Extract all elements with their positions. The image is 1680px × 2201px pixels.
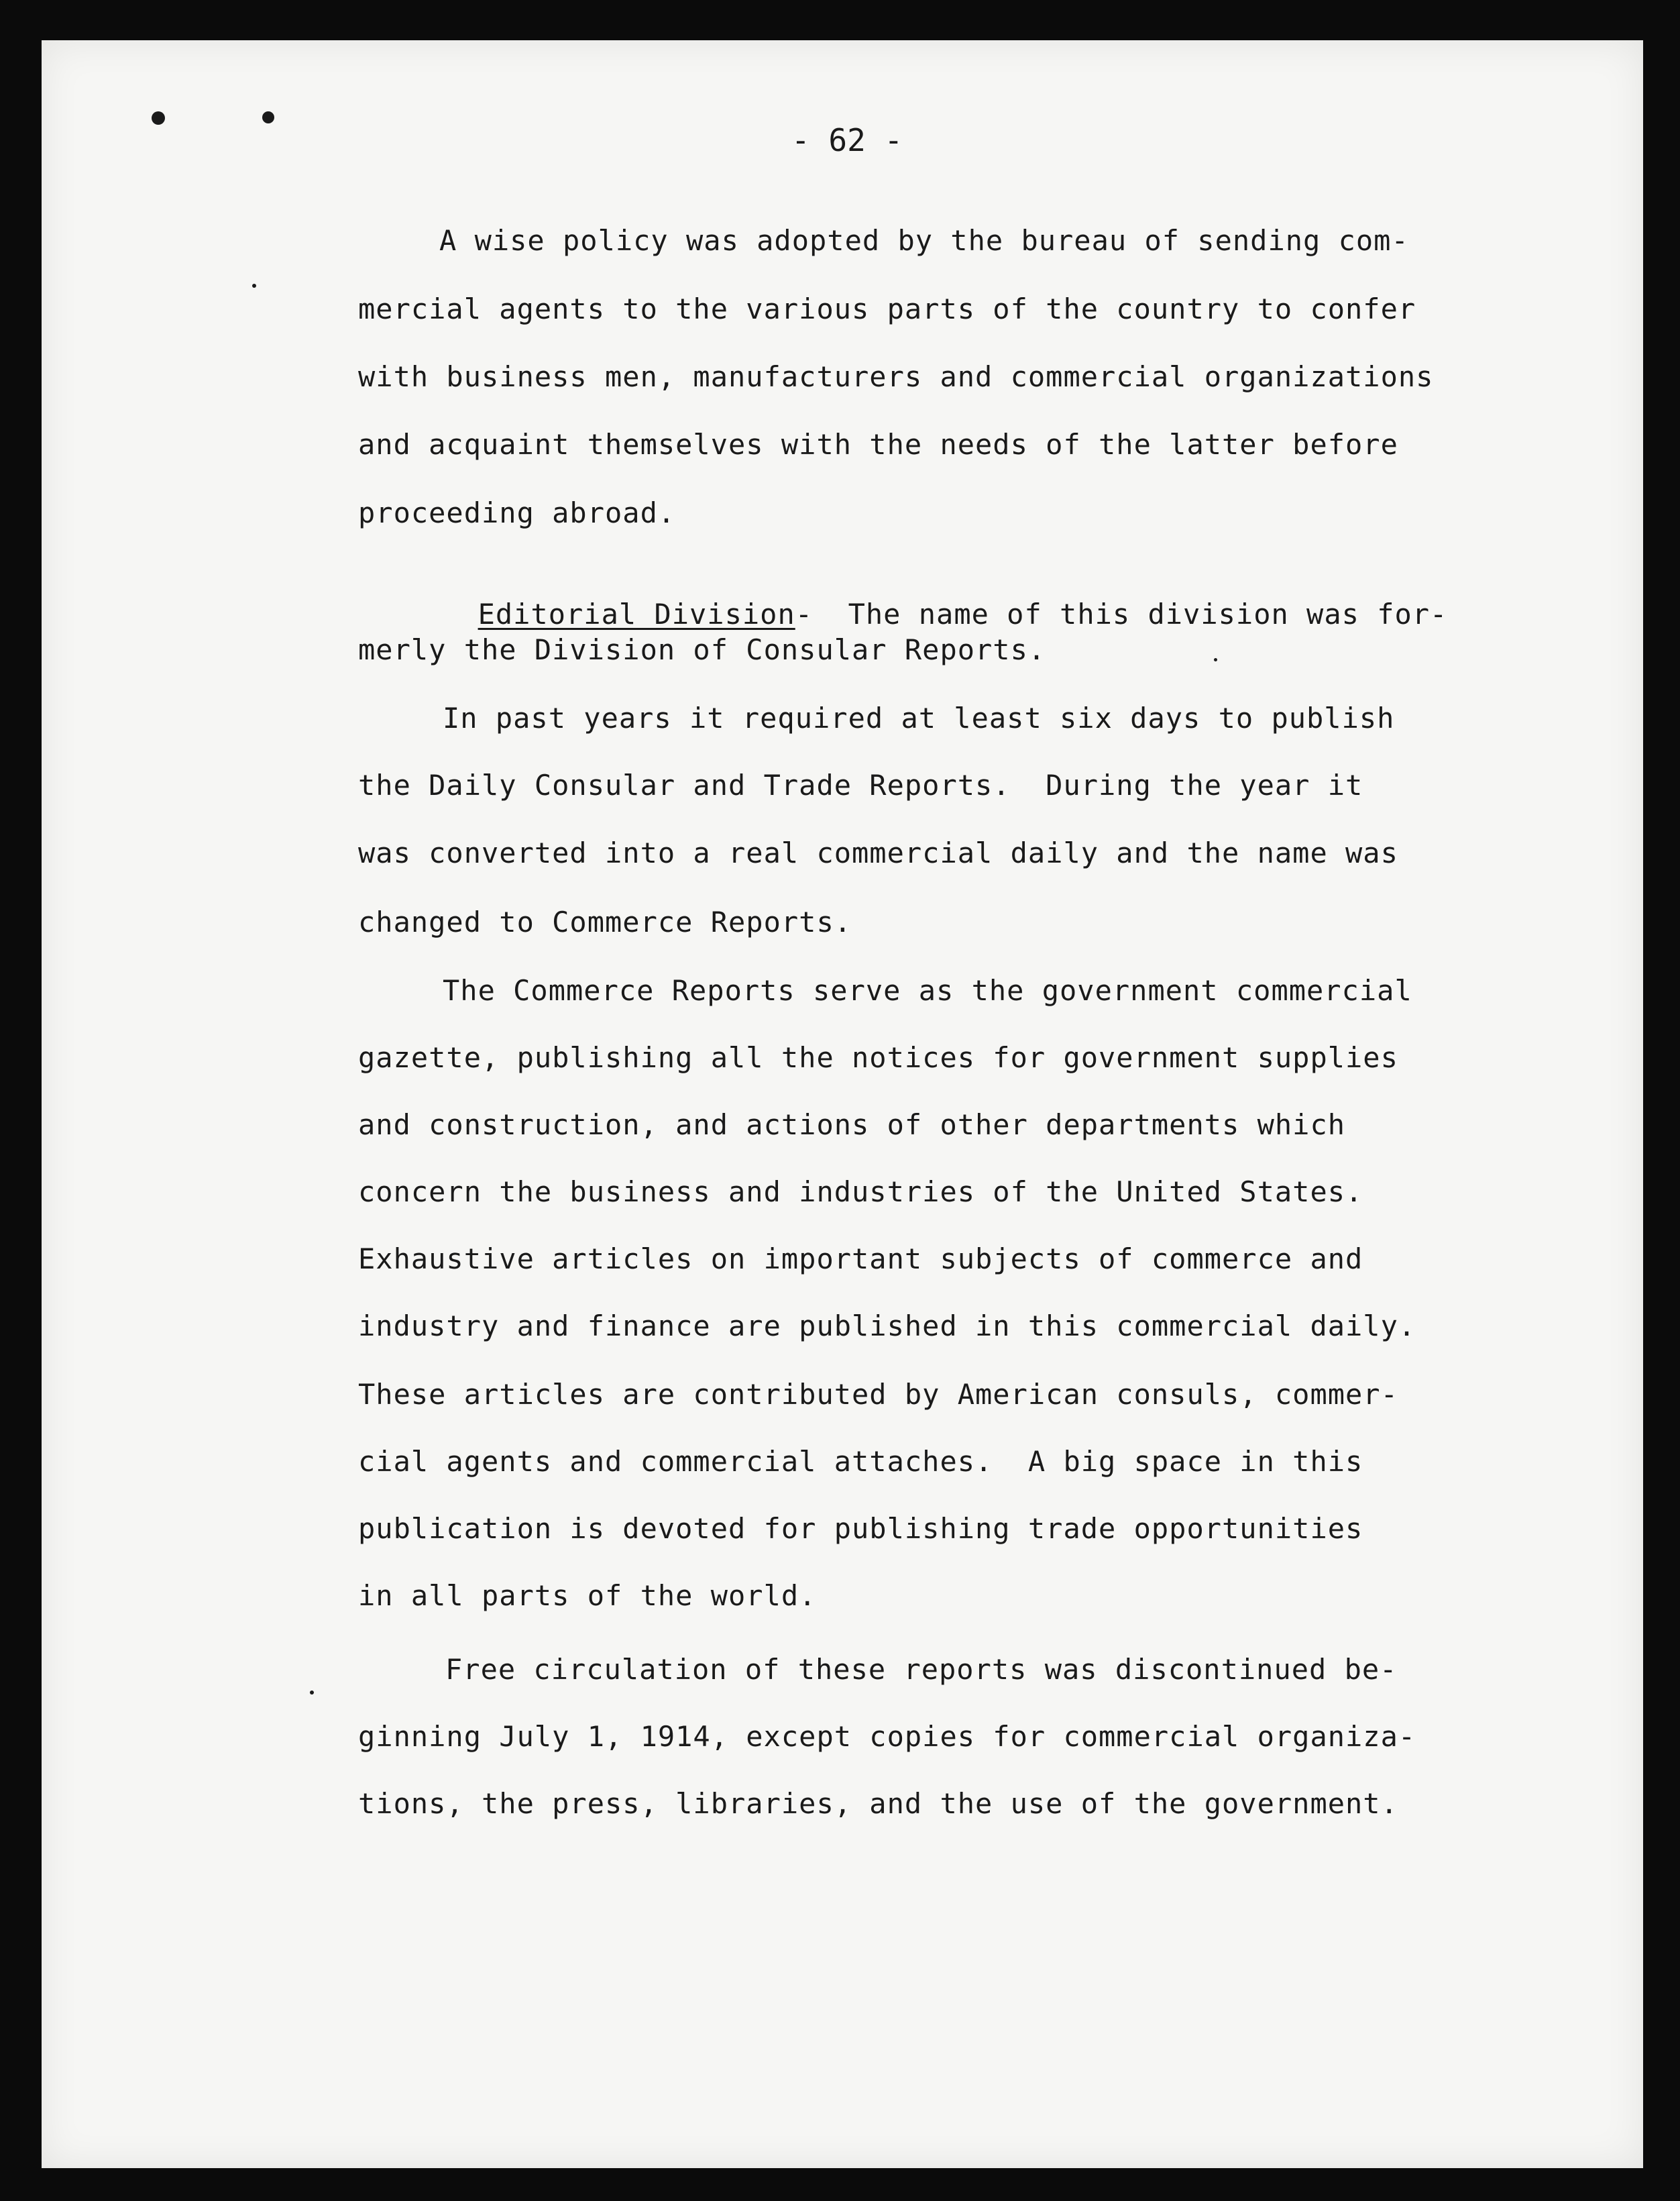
text-line: The name of this division was for- [848, 598, 1448, 631]
text-line: In past years it required at least six days to publish [443, 702, 1395, 735]
text-line: and construction, and actions of other departments which [358, 1108, 1346, 1141]
stray-mark [310, 1690, 314, 1695]
page-number: - 62 - [791, 122, 903, 158]
text-line: and acquaint themselves with the needs of the latter before [358, 428, 1398, 461]
text-line: industry and finance are published in this commercial daily. [358, 1309, 1416, 1342]
text-line: tions, the press, libraries, and the use of the government. [358, 1787, 1398, 1820]
stray-mark [1214, 658, 1217, 661]
binding-mark-left [152, 111, 165, 125]
text-line: The Commerce Reports serve as the government commercial [443, 974, 1412, 1007]
text-line: mercial agents to the various parts of the country to confer [358, 292, 1416, 325]
text-line: proceeding abroad. [358, 496, 676, 529]
text-line: These articles are contributed by American consuls, commer- [358, 1378, 1398, 1411]
text-line: cial agents and commercial attaches. A big space in this [358, 1445, 1363, 1478]
document-page [42, 40, 1643, 2168]
text-line: with business men, manufacturers and commercial organizations [358, 360, 1434, 393]
text-line: A wise policy was adopted by the bureau of sending com- [439, 224, 1409, 257]
section-heading-dash: - [795, 598, 814, 631]
stray-mark [252, 284, 256, 288]
text-line: gazette, publishing all the notices for government supplies [358, 1041, 1398, 1074]
text-line: changed to Commerce Reports. [358, 906, 852, 938]
binding-mark-right [262, 111, 274, 123]
text-line: Exhaustive articles on important subjects of commerce and [358, 1242, 1363, 1275]
section-heading: Editorial Division [478, 598, 795, 631]
text-line: Free circulation of these reports was discontinued be- [445, 1653, 1398, 1686]
text-line: publication is devoted for publishing trade opportunities [358, 1512, 1363, 1545]
section-heading-line [443, 565, 1447, 631]
text-line: concern the business and industries of the United States. [358, 1175, 1363, 1208]
text-line: was converted into a real commercial daily and the name was [358, 837, 1398, 869]
text-line: in all parts of the world. [358, 1579, 817, 1612]
text-line: merly the Division of Consular Reports. [358, 633, 1046, 666]
text-line: the Daily Consular and Trade Reports. During the year it [358, 769, 1363, 802]
text-line: ginning July 1, 1914, except copies for commercial organiza- [358, 1720, 1416, 1753]
